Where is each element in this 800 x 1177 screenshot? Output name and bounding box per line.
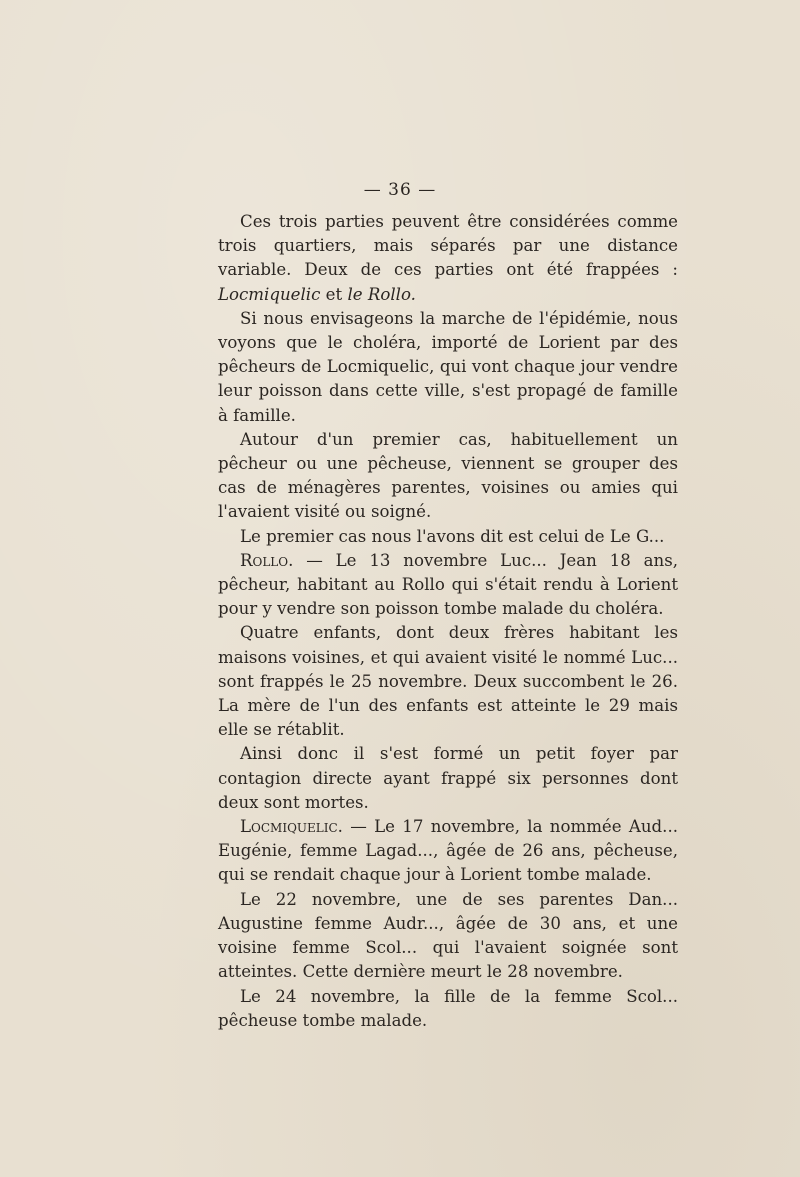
paragraph: [218, 525, 678, 549]
paragraph: [218, 549, 678, 622]
text-segment: le Rollo.: [347, 284, 416, 304]
text-segment: Le 24 novembre, la fille de la femme Scol... pêcheuse tombe malade.: [218, 986, 678, 1030]
text-segment: Le premier cas nous l'avons dit est celui de Le G...: [240, 526, 665, 546]
text-segment: Locmiquelic: [218, 284, 321, 304]
body-text: [218, 210, 678, 1033]
text-segment: Autour d'un premier cas, habituellement un pêcheur ou une pêcheuse, viennent se grouper des cas de ménagères parentes, voisines ou amies qui l'avaient visité ou soigné.: [218, 429, 678, 522]
page-number: — 36 —: [363, 180, 437, 200]
text-segment: — Le 13 novembre Luc... Jean 18 ans, pêcheur, habitant au Rollo qui s'était rendu à Lorient pour y vendre son poisson tombe malade du choléra.: [218, 550, 678, 619]
paragraph: [218, 210, 678, 307]
paragraph: [218, 621, 678, 742]
text-segment: Ces trois parties peuvent être considérées comme trois quartiers, mais séparés par une distance variable. Deux de ces parties ont été frappées :: [218, 212, 678, 280]
paragraph: [218, 815, 678, 888]
paragraph: [218, 428, 678, 525]
paragraph: [218, 985, 678, 1033]
text-segment: Ainsi donc il s'est formé un petit foyer par contagion directe ayant frappé six personnes dont deux sont mortes.: [218, 744, 678, 812]
text-segment: et: [320, 284, 348, 304]
text-segment: Le 22 novembre, une de ses parentes Dan... Augustine femme Audr..., âgée de 30 ans, et une voisine femme Scol... qui l'avaient soignée sont atteintes. Cette dernière meurt le 28 novembre.: [218, 889, 678, 982]
section-label: Locmiquelic.: [240, 817, 343, 837]
text-segment: — Le 17 novembre, la nommée Aud... Eugénie, femme Lagad..., âgée de 26 ans, pêcheuse, qui se rendait chaque jour à Lorient tombe malade.: [218, 817, 678, 885]
paragraph: [218, 742, 678, 815]
text-segment: Si nous envisageons la marche de l'épidémie, nous voyons que le choléra, importé de Lorient par des pêcheurs de Locmiquelic, qui vont chaque jour vendre leur poisson dans cette ville, s'est propagé de famille à famille.: [218, 308, 678, 425]
section-label: Rollo.: [240, 550, 294, 570]
paragraph: [218, 888, 678, 985]
text-segment: Quatre enfants, dont deux frères habitant les maisons voisines, et qui avaient visité le nommé Luc... sont frappés le 25 novembre. Deux succombent le 26. La mère de l'un des enfants est atteinte le 29 mais elle se rétablit.: [218, 623, 678, 740]
paragraph: [218, 307, 678, 428]
